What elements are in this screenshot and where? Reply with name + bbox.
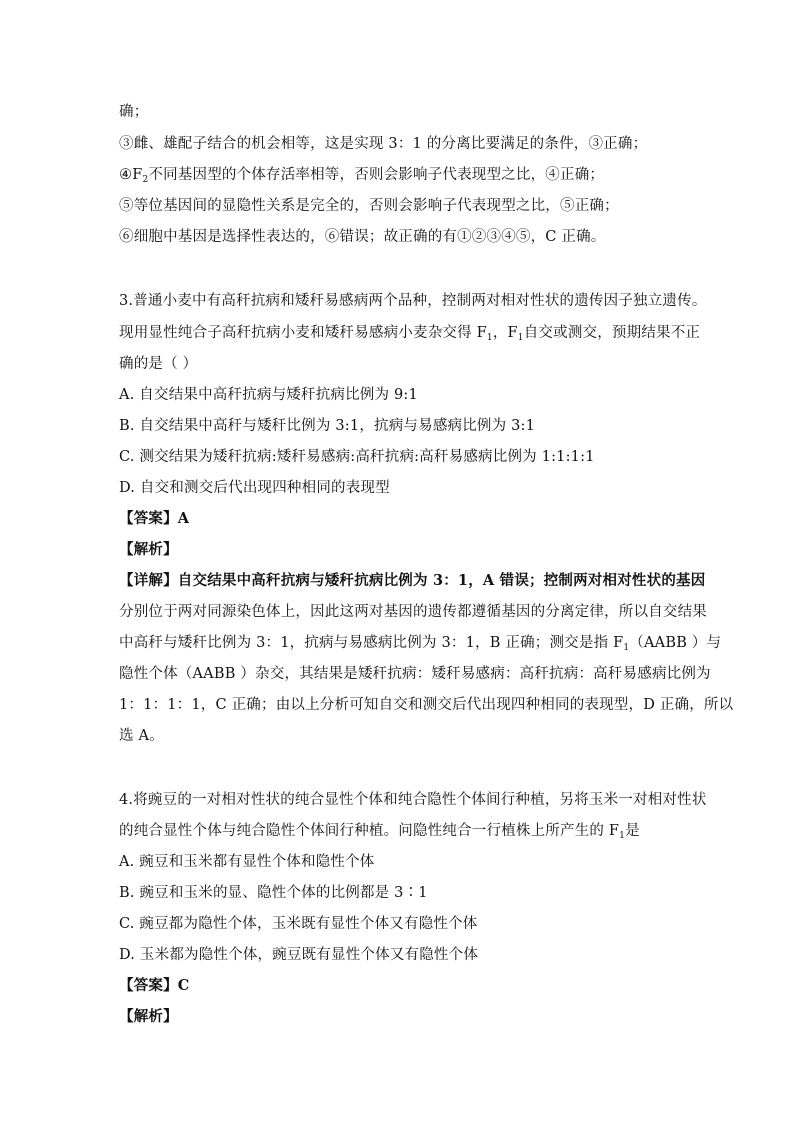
text-line: ⑥细胞中基因是选择性表达的，⑥错误；故正确的有①②③④⑤，C 正确。 <box>119 229 606 245</box>
option-d: D. 玉米都为隐性个体，豌豆既有显性个体又有隐性个体 <box>119 947 479 963</box>
option-d: D. 自交和测交后代出现四种相同的表现型 <box>119 480 390 496</box>
detail-text: 分别位于两对同源染色体上，因此这两对基因的遗传都遵循基因的分离定律，所以自交结果 <box>119 604 707 620</box>
question-3-stem: 现用显性纯合子高秆抗病小麦和矮秆易感病小麦杂交得 $F_1$，$F_1$自交或测交，预期结果不正 <box>119 325 701 343</box>
detail-text: 1：1：1：1，C 正确；由以上分析可知自交和测交后代出现四种相同的表现型，D 正确，所以 <box>119 697 734 713</box>
text-line: ⑤等位基因间的显隐性关系是完全的，否则会影响子代表现型之比，⑤正确； <box>119 198 619 214</box>
text-line: $④F_2$不同基因型的个体存活率相等，否则会影响子代表现型之比，④正确； <box>119 167 605 185</box>
detail-text: 隐性个体（AABB ）杂交，其结果是矮秆抗病：矮秆易感病：高秆抗病：高秆易感病比例为 <box>119 666 711 682</box>
detail-text: 选 A。 <box>119 728 164 744</box>
detail-text: 【详解】自交结果中高秆抗病与矮秆抗病比例为 3：1，A 错误；控制两对相对性状的基因 <box>119 572 706 589</box>
option-c: C. 测交结果为矮秆抗病:矮秆易感病:高秆抗病:高秆易感病比例为 1:1:1:1 <box>119 449 595 465</box>
option-a: A. 豌豆和玉米都有显性个体和隐性个体 <box>119 854 375 870</box>
analysis-label: 【解析】 <box>119 1008 178 1025</box>
detail-text: 中高秆与矮秆比例为 3：1，抗病与易感病比例为 3：1，B 正确；测交是指 $F_1(AABB$ ）与 <box>119 635 722 653</box>
text-line: 确； <box>119 104 149 120</box>
option-a: A. 自交结果中高秆抗病与矮秆抗病比例为 9:1 <box>119 387 418 403</box>
text-line: ③雌、雄配子结合的机会相等，这是实现 3：1 的分离比要满足的条件，③正确； <box>119 136 648 152</box>
option-b: B. 自交结果中高秆与矮秆比例为 3:1，抗病与易感病比例为 3:1 <box>119 418 536 434</box>
analysis-label: 【解析】 <box>119 541 178 558</box>
question-4-stem: 4.将豌豆的一对相对性状的纯合显性个体和纯合隐性个体间行种植，另将玉米一对相对性状 <box>119 792 707 808</box>
question-3-stem: 确的是（ ） <box>119 356 198 372</box>
question-4-stem: 的纯合显性个体与纯合隐性个体间行种植。问隐性纯合一行植株上所产生的 $F_1$是 <box>119 823 640 841</box>
question-3-stem: 3.普通小麦中有高秆抗病和矮秆易感病两个品种，控制两对相对性状的遗传因子独立遗传。 <box>119 293 707 309</box>
option-b: B. 豌豆和玉米的显、隐性个体的比例都是 3∶1 <box>119 885 428 901</box>
answer-label: 【答案】C <box>119 977 190 994</box>
answer-label: 【答案】A <box>119 510 190 527</box>
option-c: C. 豌豆都为隐性个体，玉米既有显性个体又有隐性个体 <box>119 916 478 932</box>
